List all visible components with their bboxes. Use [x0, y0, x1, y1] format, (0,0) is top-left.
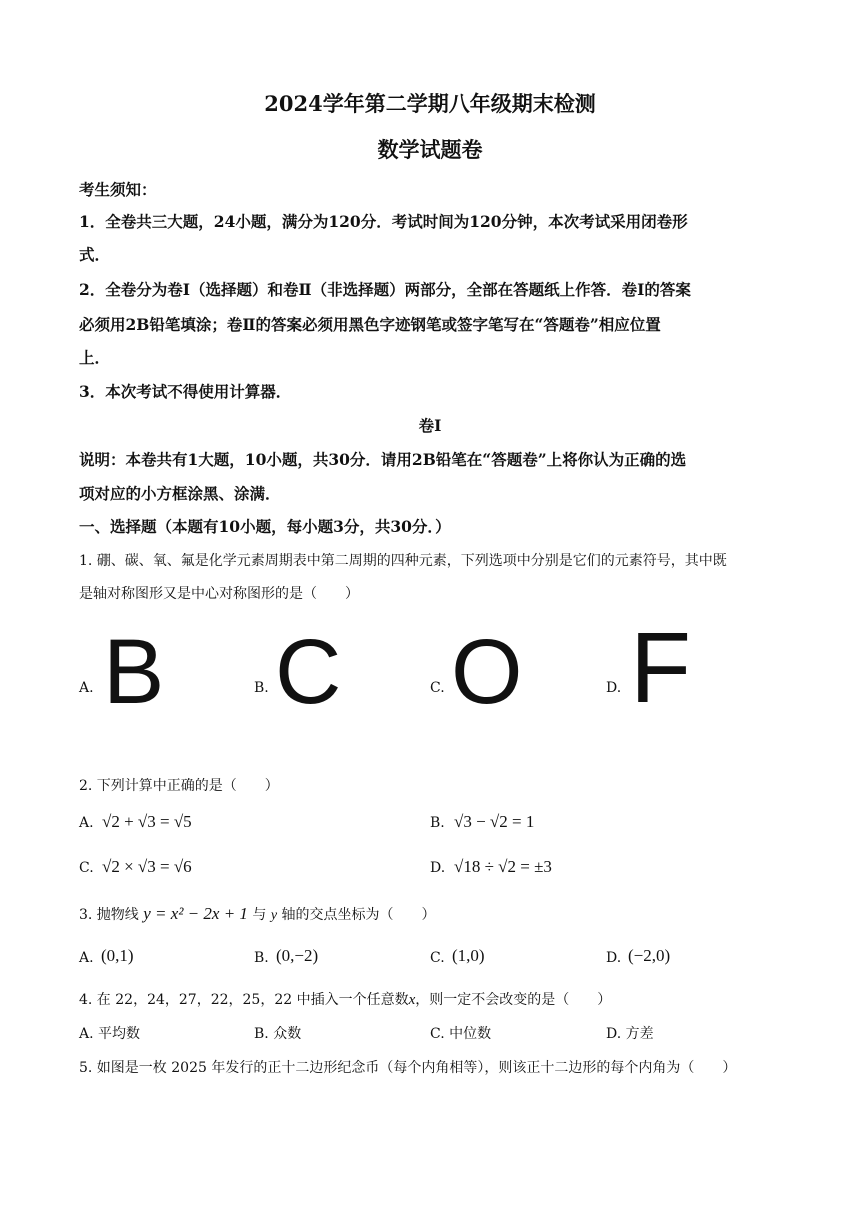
q4-option-b-text: 众数 [273, 1026, 302, 1042]
q4-option-a-text: 平均数 [98, 1026, 141, 1042]
q2-option-a-expr: √2 + √3 = √5 [102, 812, 192, 831]
q2-option-d-expr: √18 ÷ √2 = ±3 [454, 857, 552, 876]
q3-stem-start: 3. 抛物线 [79, 907, 139, 923]
q1-stem: 1. 硼、碳、氧、氟是化学元素周期表中第二周期的四种元素，下列选项中分别是它们的元素符号，其中既 [79, 553, 727, 569]
notice-item-2-cont: 必须用2B铅笔填涂；卷Ⅱ的答案必须用黑色字迹钢笔或签字笔写在“答题卷”相应位置 [79, 315, 661, 334]
q1-option-c-symbol: O [451, 621, 523, 723]
q1-option-a-label: A. [79, 680, 94, 696]
q3-stem-mid: 与 [252, 907, 267, 923]
notice-item-2-end: 上． [79, 348, 111, 367]
q4-option-b-label: B. [254, 1026, 269, 1042]
q4-stem [79, 989, 611, 1009]
q4-option-a [79, 1023, 140, 1043]
q2-stem: 2. 下列计算中正确的是（ ） [79, 778, 279, 794]
q1-option-b-symbol: C [275, 621, 342, 723]
q1-option-d-label: D. [606, 680, 622, 696]
notice-item-3: 3．本次考试不得使用计算器． [79, 382, 292, 401]
q3-option-d-point: (−2,0) [628, 946, 671, 965]
q3-option-a-point: (0,1) [101, 946, 134, 965]
q4-option-b [254, 1023, 301, 1043]
section-description-cont: 项对应的小方框涂黑、涂满． [79, 484, 281, 503]
notice-heading: 考生须知： [79, 180, 157, 199]
q2-option-a-label: A. [79, 815, 94, 831]
q4-var: x [408, 992, 416, 1008]
exam-subtitle: 数学试题卷 [377, 137, 483, 162]
q4-stem-start: 4. 在 22，24，27，22，25，22 中插入一个任意数 [79, 992, 409, 1008]
section-description: 说明：本卷共有1大题，10小题，共30分．请用2B铅笔在“答题卷”上将你认为正确的选 [79, 450, 687, 469]
q3-stem [79, 904, 436, 924]
section-heading: 卷Ⅰ [418, 416, 442, 435]
q1-option-d-symbol: F [630, 612, 692, 724]
q3-option-d-label: D. [606, 950, 622, 966]
notice-item-1: 1．全卷共三大题，24小题，满分为120分．考试时间为120分钟，本次考试采用闭卷形 [79, 212, 688, 231]
q1-stem-cont: 是轴对称图形又是中心对称图形的是（ ） [79, 586, 359, 602]
q2-option-c-label: C. [79, 860, 94, 876]
q5-stem: 5. 如图是一枚 2025 年发行的正十二边形纪念币（每个内角相等），则该正十二边形的每个内角为（ ） [79, 1060, 737, 1076]
exam-title: 2024学年第二学期八年级期末检测 [264, 91, 596, 116]
q2-option-c-expr: √2 × √3 = √6 [102, 857, 192, 876]
q1-option-b-label: B. [254, 680, 269, 696]
q4-option-d-label: D. [606, 1026, 622, 1042]
q1-option-a-symbol: B [103, 621, 165, 723]
q3-stem-end: 轴的交点坐标为（ ） [281, 907, 436, 923]
q3-option-c-label: C. [430, 950, 445, 966]
q3-option-b-point: (0,−2) [276, 946, 319, 965]
q4-option-a-label: A. [79, 1026, 94, 1042]
q4-option-c-text: 中位数 [449, 1026, 492, 1042]
q2-option-b-label: B. [430, 815, 445, 831]
q3-option-a-label: A. [79, 950, 94, 966]
q4-option-c [430, 1023, 491, 1043]
q2-option-b-expr: √3 − √2 = 1 [454, 812, 535, 831]
q4-option-c-label: C. [430, 1026, 445, 1042]
part-title: 一、选择题（本题有10小题，每小题3分，共30分．） [79, 517, 451, 536]
q4-option-d-text: 方差 [625, 1026, 654, 1042]
notice-item-1-cont: 式． [79, 245, 111, 264]
q4-stem-end: ，则一定不会改变的是（ ） [415, 992, 612, 1008]
q1-option-c-label: C. [430, 680, 445, 696]
q3-axis-var: y [270, 908, 278, 923]
q2-option-d-label: D. [430, 860, 446, 876]
notice-item-2: 2．全卷分为卷Ⅰ（选择题）和卷Ⅱ（非选择题）两部分，全部在答题纸上作答．卷Ⅰ的答案 [79, 280, 691, 299]
q3-parabola-expr: y = x² − 2x + 1 [143, 904, 248, 923]
q4-option-d [606, 1023, 654, 1043]
q3-option-b-label: B. [254, 950, 269, 966]
q3-option-c-point: (1,0) [452, 946, 485, 965]
